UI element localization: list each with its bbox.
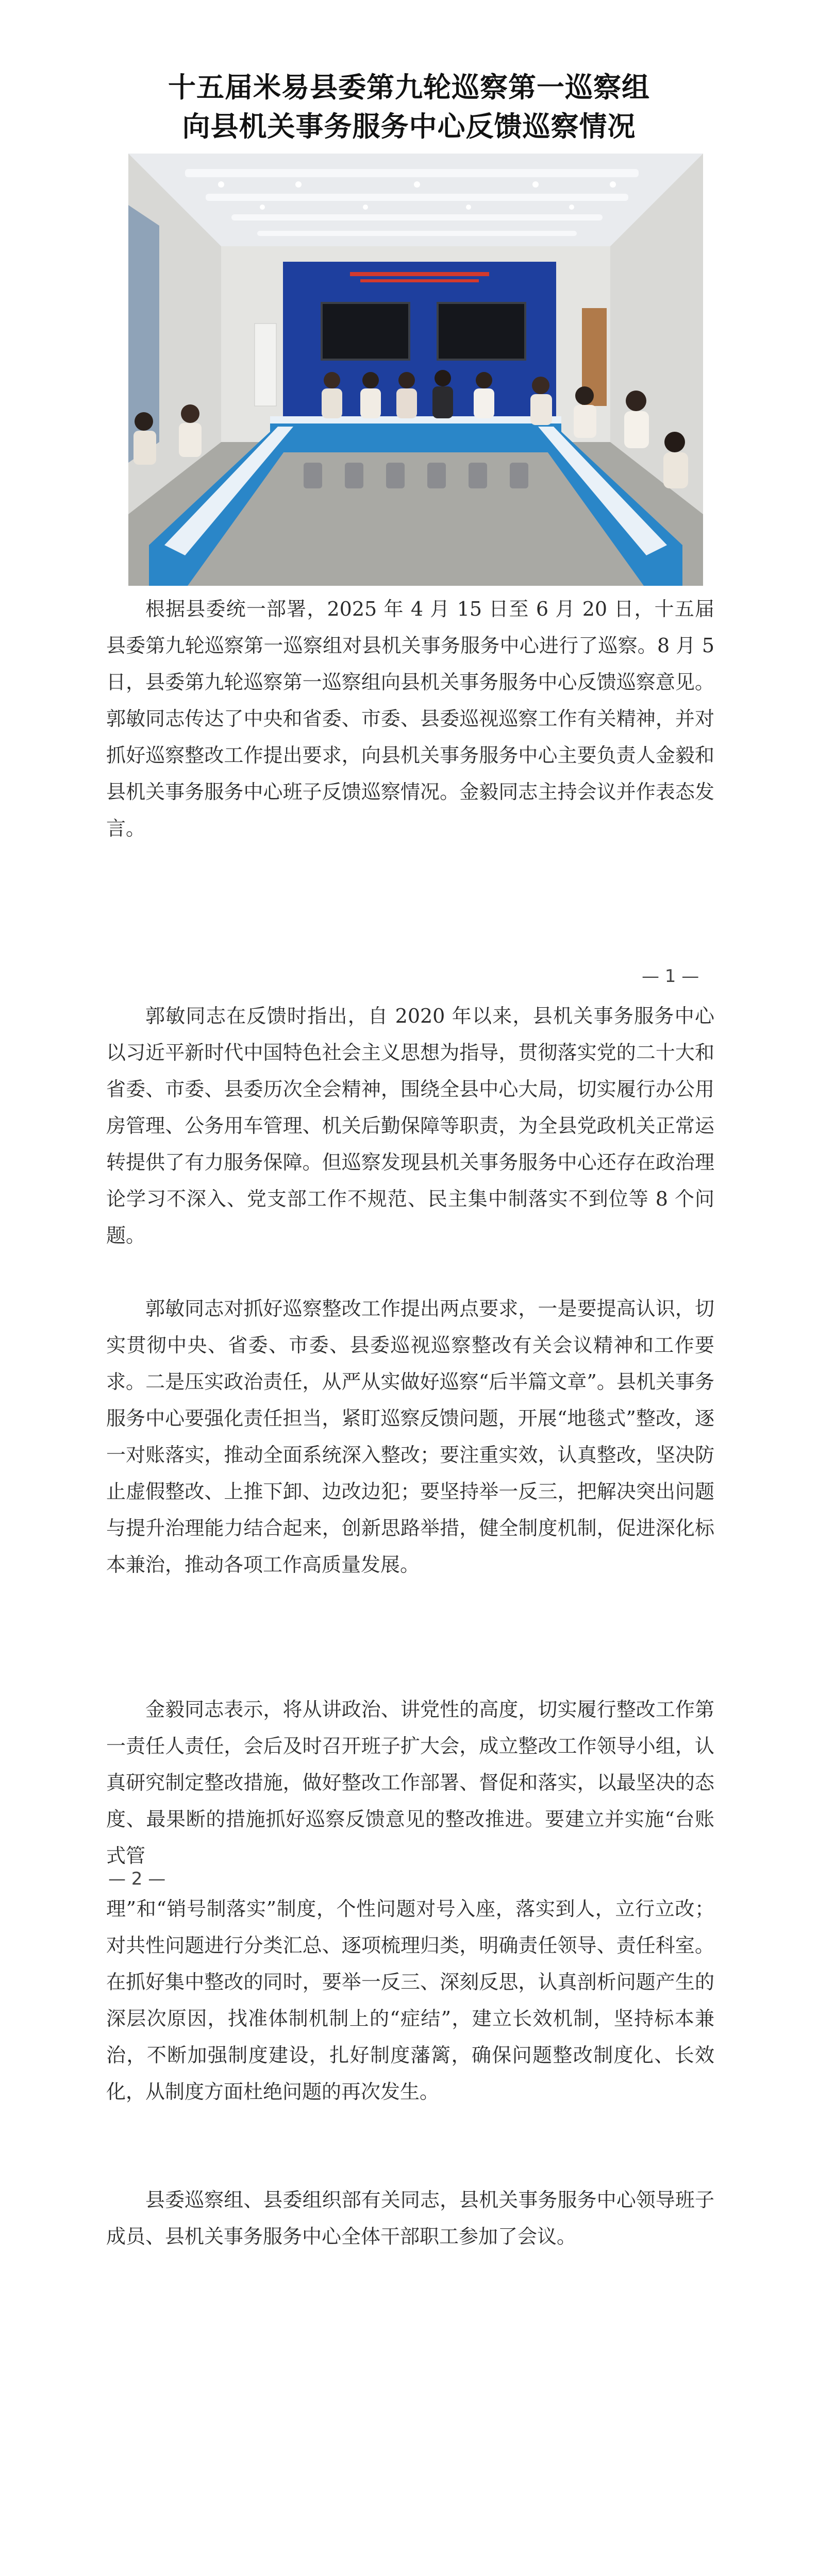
paragraph-1: 根据县委统一部署，2025 年 4 月 15 日至 6 月 20 日，十五届县委第九轮巡察第一巡察组对县机关事务服务中心进行了巡察。8 月 5 日，县委第九轮巡察第一巡察组向县机关事务服务中心反馈巡察意见。郭敏同志传达了中央和省委、市委、县委巡视巡察工作有关精神，并对抓好巡察整改工作提出要求，向县机关事务服务中心主要负责人金毅和县机关事务服务中心班子反馈巡察情况。金毅同志主持会议并作表态发言。 xyxy=(106,598,714,840)
paragraph-4: 金毅同志表示，将从讲政治、讲党性的高度，切实履行整改工作第一责任人责任，会后及时召开班子扩大会，成立整改工作领导小组，认真研究制定整改措施，做好整改工作部署、督促和落实，以最坚决的态度、最果断的措施抓好巡察反馈意见的整改推进。要建立并实施“台账式管 xyxy=(106,1698,714,1867)
paragraph-5: 县委巡察组、县委组织部有关同志，县机关事务服务中心领导班子成员、县机关事务服务中心全体干部职工参加了会议。 xyxy=(106,2189,714,2248)
page-number-1: — 1 — xyxy=(642,966,699,987)
document-title-line-1: 十五届米易县委第九轮巡察第一巡察组 xyxy=(168,71,650,104)
paragraph-2: 郭敏同志在反馈时指出，自 2020 年以来，县机关事务服务中心以习近平新时代中国特色社会主义思想为指导，贯彻落实党的二十大和省委、市委、县委历次全会精神，围绕全县中心大局，切实履行办公用房管理、公务用车管理、机关后勤保障等职责，为全县党政机关正常运转提供了有力服务保障。但巡察发现县机关事务服务中心还存在政治理论学习不深入、党支部工作不规范、民主集中制落实不到位等 8 个问题。 xyxy=(106,1005,714,1247)
meeting-room-photo xyxy=(128,154,703,586)
paragraph-4-continued: 理”和“销号制落实”制度，个性问题对号入座，落实到人，立行立改；对共性问题进行分类汇总、逐项梳理归类，明确责任领导、责任科室。在抓好集中整改的同时，要举一反三、深刻反思，认真剖析问题产生的深层次原因，找准体制机制上的“症结”，建立长效机制，坚持标本兼治，不断加强制度建设，扎好制度藩篱，确保问题整改制度化、长效化，从制度方面杜绝问题的再次发生。 xyxy=(106,1897,714,2103)
page-number-2: — 2 — xyxy=(108,1869,166,1889)
document-title-line-2: 向县机关事务服务中心反馈巡察情况 xyxy=(182,110,636,143)
paragraph-3: 郭敏同志对抓好巡察整改工作提出两点要求，一是要提高认识，切实贯彻中央、省委、市委、县委巡视巡察整改有关会议精神和工作要求。二是压实政治责任，从严从实做好巡察“后半篇文章”。县机关事务服务中心要强化责任担当，紧盯巡察反馈问题，开展“地毯式”整改，逐一对账落实，推动全面系统深入整改；要注重实效，认真整改，坚决防止虚假整改、上推下卸、边改边犯；要坚持举一反三，把解决突出问题与提升治理能力结合起来，创新思路举措，健全制度机制，促进深化标本兼治，推动各项工作高质量发展。 xyxy=(106,1297,714,1576)
